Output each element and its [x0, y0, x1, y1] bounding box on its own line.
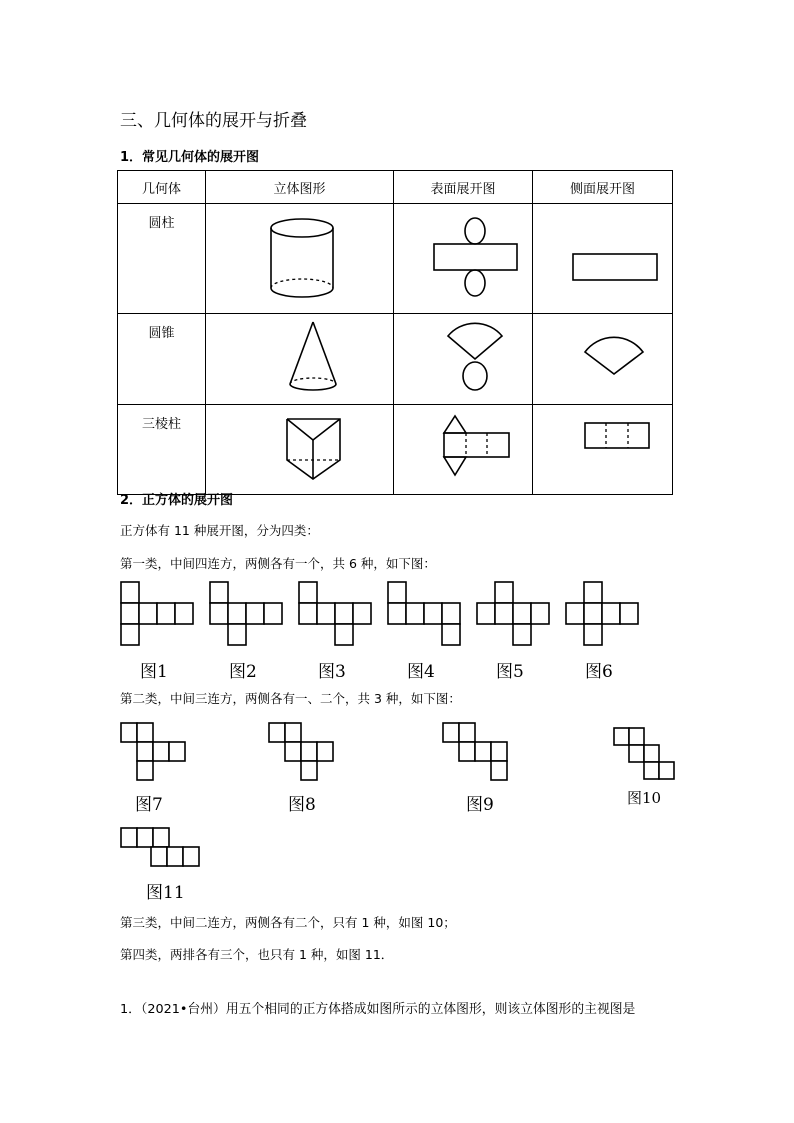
cube-net-fig6	[563, 580, 643, 646]
cylinder-3d-drawing	[206, 204, 393, 309]
cube-net-fig7	[118, 720, 188, 782]
cylinder-solid-cell	[206, 204, 394, 314]
prism-surface-net-cell	[394, 405, 533, 495]
cylinder-lateral-net-cell	[533, 204, 673, 314]
header-lateral-net: 侧面展开图	[533, 171, 673, 204]
category-2-text: 第二类，中间三连方，两侧各有一、二个，共 3 种，如下图：	[120, 691, 461, 706]
cube-net-fig1	[118, 580, 198, 646]
category-1-text: 第一类，中间四连方，两侧各有一个，共 6 种，如下图：	[120, 556, 436, 571]
cylinder-surface-net	[394, 204, 532, 309]
triangular-prism-3d-drawing	[206, 405, 393, 490]
row-name-cylinder: 圆柱	[118, 204, 206, 314]
cube-net-fig11	[118, 825, 202, 871]
caption-fig4: 图4	[407, 662, 435, 682]
row-name-cone: 圆锥	[118, 314, 206, 405]
cube-net-fig2	[207, 580, 287, 646]
cone-3d-drawing	[206, 314, 393, 400]
cylinder-surface-net-cell	[394, 204, 533, 314]
category-4-text: 第四类，两排各有三个，也只有 1 种，如图 11．	[120, 947, 394, 962]
caption-fig2: 图2	[229, 662, 257, 682]
cube-net-fig3	[296, 580, 376, 646]
caption-fig9: 图9	[466, 795, 494, 815]
cone-lateral-net-cell	[533, 314, 673, 405]
cube-net-fig8	[266, 720, 336, 782]
caption-fig10: 图10	[627, 789, 662, 807]
cone-lateral-net	[533, 314, 672, 400]
triangular-prism-lateral-net	[533, 405, 672, 490]
prism-lateral-net-cell	[533, 405, 673, 495]
caption-fig5: 图5	[496, 662, 524, 682]
prism-solid-cell	[206, 405, 394, 495]
caption-fig3: 图3	[318, 662, 346, 682]
cone-solid-cell	[206, 314, 394, 405]
section-title: 三、几何体的展开与折叠	[120, 111, 307, 131]
row-name-triangular-prism: 三棱柱	[118, 405, 206, 495]
cone-surface-net	[394, 314, 532, 400]
triangular-prism-surface-net	[394, 405, 532, 490]
category-3-text: 第三类，中间二连方，两侧各有二个，只有 1 种，如图 10；	[120, 915, 456, 930]
caption-fig11: 图11	[146, 883, 185, 903]
header-surface-net: 表面展开图	[394, 171, 533, 204]
header-3d-figure: 立体图形	[206, 171, 394, 204]
header-solid: 几何体	[118, 171, 206, 204]
table-row	[118, 405, 673, 495]
cube-net-fig9	[440, 720, 510, 782]
subsection-title-2: 2．正方体的展开图	[120, 493, 234, 508]
caption-fig1: 图1	[140, 662, 168, 682]
caption-fig7: 图7	[135, 795, 163, 815]
cube-net-fig5	[474, 580, 554, 646]
cone-surface-net-cell	[394, 314, 533, 405]
table-header-row	[118, 171, 673, 204]
cylinder-lateral-net	[533, 204, 672, 309]
cube-net-fig10	[611, 725, 677, 781]
subsection-title-1: 1．常见几何体的展开图	[120, 150, 260, 165]
table-row	[118, 314, 673, 405]
caption-fig6: 图6	[585, 662, 613, 682]
caption-fig8: 图8	[288, 795, 316, 815]
question-text: 1．（2021•台州）用五个相同的正方体搭成如图所示的立体图形，则该立体图形的主视图是	[120, 1002, 636, 1017]
table-row	[118, 204, 673, 314]
cube-net-fig4	[385, 580, 465, 646]
solids-table	[117, 170, 673, 495]
intro-text: 正方体有 11 种展开图，分为四类：	[120, 523, 319, 538]
